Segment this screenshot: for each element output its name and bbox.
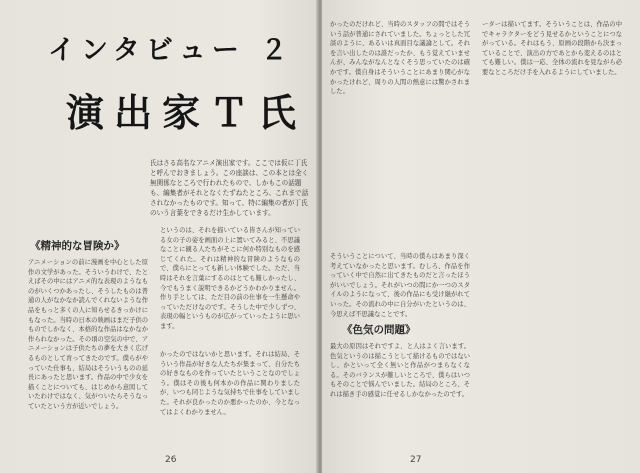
intro-paragraph: 氏はさる高名なアニメ演出家です。ここでは仮に丁氏と呼んでおきましょう。この座談は、この本とは全く無関係なところで行われたもので、しかもこの話題も、編集者がそれとなくたずねたところ、これまで話されなかったものです。知って、特に編集の者が丁氏のいう言葉をできるだけ生かしています。 — [150, 159, 309, 216]
section-heading-adventure: 《精神的な冒険か》 — [30, 240, 125, 252]
interview-title: インタビュー ２ — [48, 35, 294, 66]
body-column: かったのではないかと思います。それは結局、そういう作品が好きな人たちが集まって、自分たちの好きなものを作っていたということなのでしょう。僕はその後も何本かの作品に関わりましたが、いつも同じような気持ちで仕事をしていました。それが良かったのか悪かったのか、今となってはよくわかりません。 — [160, 351, 300, 416]
section-heading-sex-appeal: 《色気の問題》 — [342, 324, 416, 336]
left-page — [0, 0, 318, 473]
body-column: というのは、それを描いている皆さんが知っている女の子の姿を画面の上に置いてみると、不思議なことに観る人たちがそこに何か特別なものを感じてくれた。それは精神的な冒険のようなもので、僕らにとっても新しい体験でした。ただ、当時はそれを言葉にするのはとても難しかったし、今でもうまく説明できるかどうかわかりません。作り手としては、ただ目の前の仕事を一生懸命やっていただけなのです。そうした中で少しずつ、表現の幅というものが広がっていったように思います。 — [160, 227, 300, 330]
body-column: そういうことについて、当時の僕らはあまり深く考えていなかったと思います。むしろ、作品を作っていく中で自然に出てきたものだと言ったほうがいいでしょう。それがいつの間にか一つのスタイルのようになって、後の作品にも受け継がれていった。その流れの中に自分がいたというのは、今思えば不思議なことです。 — [330, 253, 470, 318]
right-page — [322, 0, 640, 473]
page-number: 27 — [410, 455, 422, 465]
body-column: かったのだけれど、当時のスタッフの間ではそういう話が普通にされていました。ちょっとした冗談のように、あるいは真面目な議論として。それを言い出したのは誰だったか、もう覚えていませんが、みんながなんとなくそう思っていたのは確かです。僕自身はそういうことにあまり関心がなかったけれど、周りの人間の熱意には驚かされました。 — [330, 21, 470, 96]
body-column: 最大の原因はそれですよ、と人はよく言います。色気というのは描こうとして描けるものではないし、かといって全く無いと作品がつまらなくなる。そのバランスが難しいところで、僕らはいつもそのことで悩んでいました。結局のところ、それは描き手の感覚に任せるしかなかったのです。 — [330, 343, 470, 398]
interviewee-title: 演出家Ｔ氏 — [66, 91, 307, 135]
body-column: ーターは描いてます。そういうことは、作品の中でキャラクターをどう見せるかということにつながっている。それはもう、原画の段階から決まっていることで、演出の方であとから変えるのはとても難しい。僕は一応、全体の流れを見ながら必要なところだけ手を入れるようにしていました。 — [482, 21, 622, 76]
body-column: アニメーションの前に漫画を中心とした原作の文学があった。そういうわけで、たとえばその中にはアニメ的な表現のようなものがいくつかあったし、そうしたものは普通の人がなかなか読んでくれないような作品をもっと多くの人に知らせるきっかけにもなった。当時の日本の映画はまだ子供のものでしかなく、本格的な作品はなかなか作られなかった。その頃の空気の中で、アニメーションは子供たちの夢を大きく広げるものとして育ってきたのです。僕らがやっていた仕事も、結局はそういうものの延長にあったと思います。作品の中で少女を描くことについても、はじめから意図していたわけではなく、気がついたらそうなっていたという方が近いでしょう。 — [28, 259, 148, 410]
page-number: 26 — [165, 455, 177, 465]
